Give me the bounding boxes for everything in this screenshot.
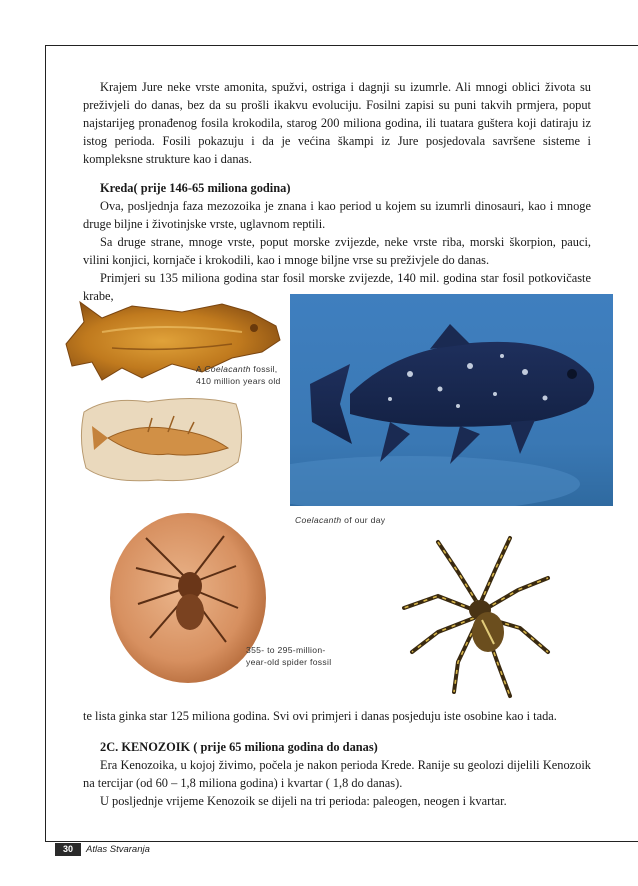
caption-species-name: Coelacanth <box>295 515 342 525</box>
page-frame-bottom <box>45 841 638 842</box>
caption-suffix: of our day <box>341 515 386 525</box>
page-frame-left <box>45 45 46 842</box>
page-frame-top <box>45 45 638 46</box>
page-number: 30 <box>55 843 81 856</box>
caption-prefix: A <box>196 364 205 374</box>
kreda-paragraph-1: Ova, posljednja faza mezozoika je znana i kao period u kojem su izumrli dinosauri, kao i mnoge druge biljne i životinjske vrste, uglavnom reptili. <box>83 199 591 231</box>
coelacanth-fossil-caption <box>196 363 281 387</box>
kenozoik-paragraph-2: U posljednje vrijeme Kenozoik se dijeli na tri perioda: paleogen, neogen i kvartar. <box>100 794 507 808</box>
jurassic-paragraph: Krajem Jure neke vrste amonita, spužvi, ostriga i dagnji su izumrle. Ali mnogi oblici života su preživjeli do danas, bez da su prošli ikakvu evoluciju. Fosilni zapisi su puni takvih prmjera, poput najstarijeg pronađenog fosila krokodila, starog 200 miliona godina, ili tuatara guštera koji datiraju iz istog perioda. Fosili pokazuju i da je većina škampi iz Jure posjedovala savršene sisteme i kompleksne strukture kao i danas. <box>83 80 591 166</box>
kreda-heading: Kreda( prije 146-65 miliona godina) <box>100 181 291 195</box>
coelacanth-today-caption <box>295 514 385 526</box>
book-title: Atlas Stvaranja <box>86 844 150 855</box>
kreda-paragraph-2: Sa druge strane, mnoge vrste, poput morske zvijezde, neke vrste riba, morski škorpion, pauci, vilini konjici, kornjače i krokodili, kao i mnoge biljne vrse su preživjele do danas. <box>83 235 591 267</box>
coelacanth-fossil-image-2 <box>78 392 248 486</box>
kreda-paragraph-3: Primjeri su 135 miliona godina star fosil morske zvijezde, 140 mil. godina star fosil potkovičaste krabe, <box>83 271 591 303</box>
caption-species-name: Coelacanth <box>204 364 251 374</box>
kenozoik-paragraph-1: Era Kenozoika, u kojoj živimo, počela je nakon perioda Krede. Ranije su geolozi dijelili Kenozoik na tercijar (od 60 – 1,8 miliona godina) i kvartar ( 1,8 do danas). <box>83 758 591 790</box>
text-block-bottom <box>83 707 591 810</box>
spider-fossil-caption <box>246 644 331 668</box>
coelacanth-photo <box>290 294 613 506</box>
kenozoik-heading: 2C. KENOZOIK ( prije 65 miliona godina do danas) <box>100 740 378 754</box>
caption-line-2: year-old spider fossil <box>246 657 332 667</box>
kreda-paragraph-continuation: te lista ginka star 125 miliona godina. Svi ovi primjeri i danas posjeduju iste osobine kao i tada. <box>83 709 557 723</box>
spider-photo <box>398 532 558 702</box>
caption-age: 410 million years old <box>196 376 281 386</box>
text-block-top <box>83 78 591 305</box>
caption-line-1: 355- to 295-million- <box>246 645 326 655</box>
caption-suffix: fossil, <box>250 364 278 374</box>
